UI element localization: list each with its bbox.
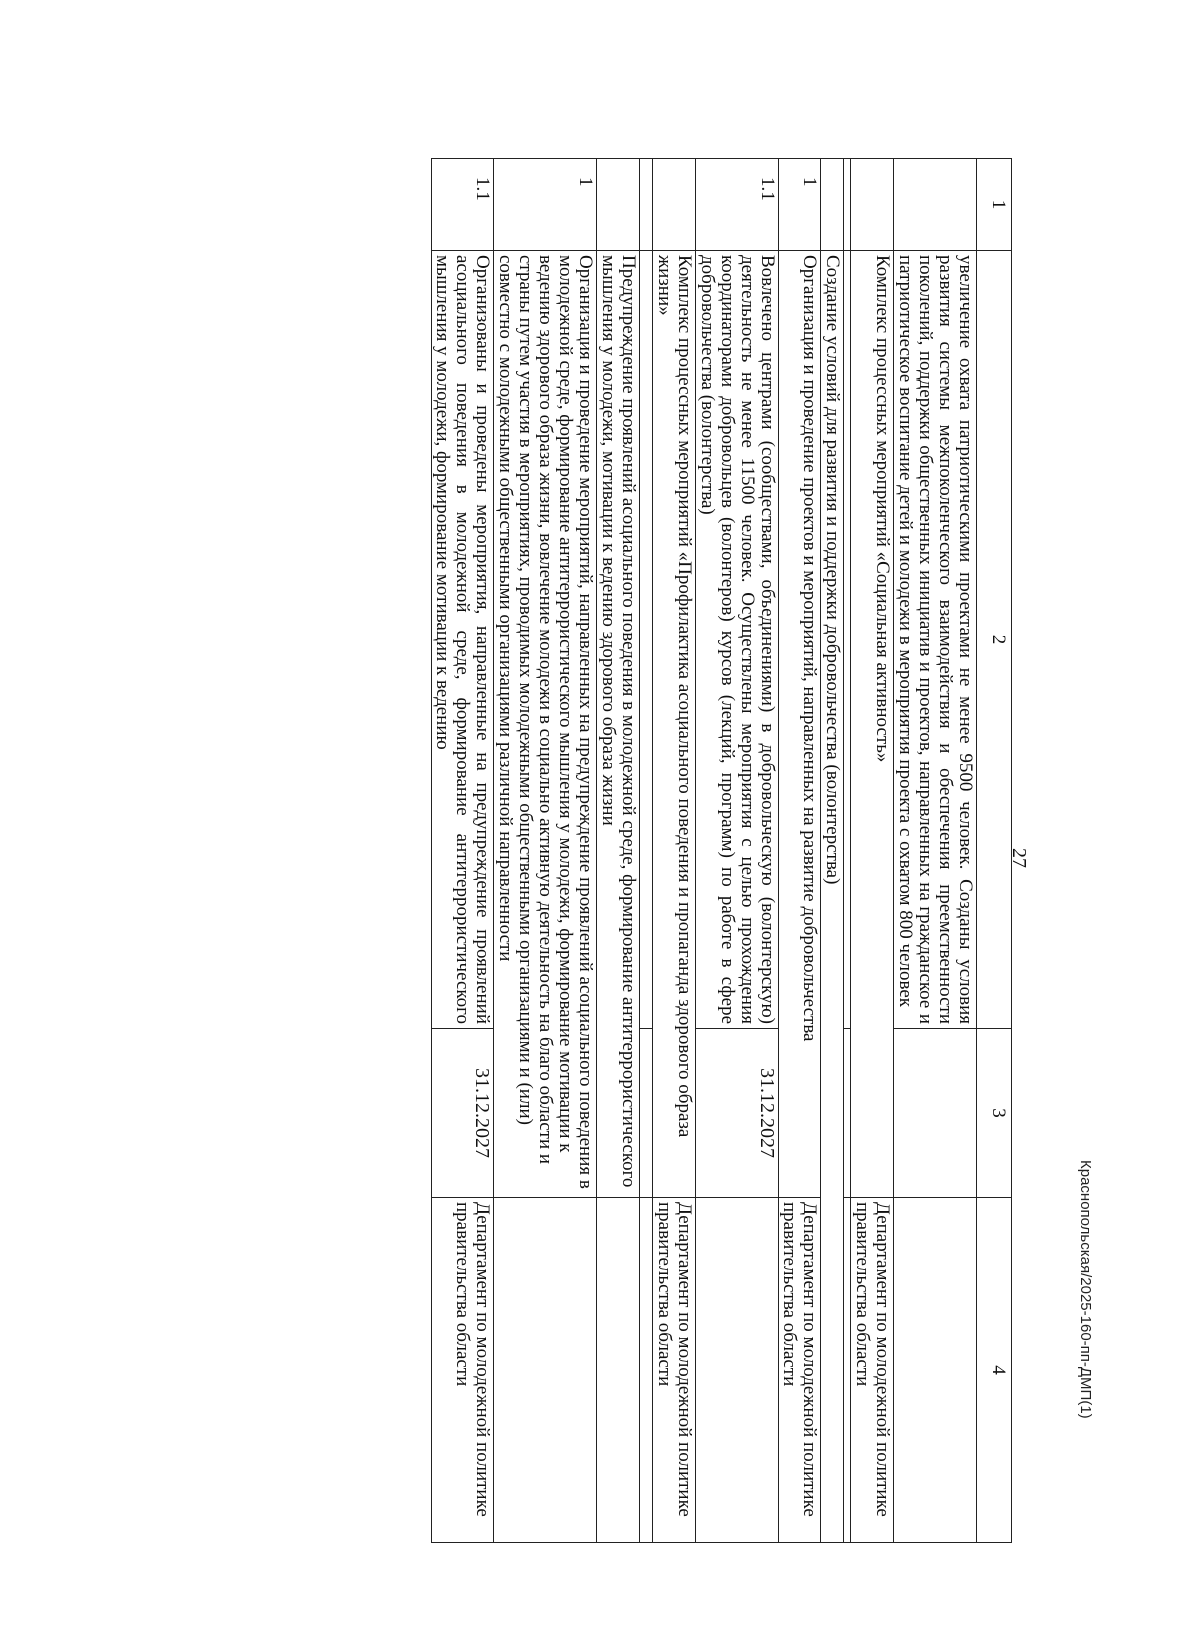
row-number-cell bbox=[597, 159, 640, 251]
page-number: 27 bbox=[1008, 848, 1030, 868]
document-footer-code: Краснопольская/2025-160-пп-ДМП(1) bbox=[1077, 1160, 1094, 1419]
header-col-3: 3 bbox=[977, 1029, 1012, 1198]
table-header-row bbox=[977, 159, 1012, 1543]
header-col-4: 4 bbox=[977, 1198, 1012, 1543]
row-text-cell: Организация и проведение проектов и мероприятий, направленных на развитие добровольчества bbox=[778, 251, 821, 1198]
table-row bbox=[851, 159, 894, 1543]
measures-table bbox=[431, 158, 1012, 1543]
table-row bbox=[695, 159, 778, 1543]
row-text-cell: Организованы и проведены мероприятия, направленные на предупреждение проявлений асоциального поведения в молодежной среде, формирование антитеррористического мышления у молодежи, формирование мотивации к ведению bbox=[431, 251, 494, 1029]
table-row bbox=[431, 159, 494, 1543]
row-text-cell: Вовлечено центрами (сообществами, объединениями) в добровольческую (волонтерскую) деятельность не менее 11500 человек. Осуществлены мероприятия с целью прохождения координаторами добровольцев (волонтеров) курсов (лекций, программ) по работе в сфере добровольчества (волонтерства) bbox=[695, 251, 778, 1029]
row-number-cell bbox=[851, 159, 894, 251]
row-dept-cell bbox=[894, 1198, 977, 1543]
row-dept-cell: Департамент по молодежной политике правительства области bbox=[851, 1198, 894, 1543]
table-row bbox=[597, 159, 640, 1543]
row-dept-cell bbox=[494, 1198, 597, 1543]
row-dept-cell bbox=[597, 1198, 640, 1543]
header-col-2: 2 bbox=[977, 251, 1012, 1029]
table-row bbox=[894, 159, 977, 1543]
complex-title: Комплекс процессных мероприятий «Профилактика асоциального поведения и пропаганда здорового образа жизни» bbox=[652, 251, 695, 1198]
table-row bbox=[494, 159, 597, 1543]
row-date-cell bbox=[894, 1029, 977, 1198]
row-number-cell bbox=[652, 159, 695, 251]
row-dept-cell: Департамент по молодежной политике правительства области bbox=[652, 1198, 695, 1543]
row-date-cell: 31.12.2027 bbox=[695, 1029, 778, 1198]
task-title: Предупреждение проявлений асоциального поведения в молодежной среде, формирование антитеррористического мышления у молодежи, мотивации к ведению здорового образа жизни bbox=[597, 251, 640, 1198]
row-number-cell: 1.1 bbox=[431, 159, 494, 251]
row-dept-cell: Департамент по молодежной политике правительства области bbox=[778, 1198, 821, 1543]
row-dept-cell bbox=[695, 1198, 778, 1543]
row-date-cell: 31.12.2027 bbox=[431, 1029, 494, 1198]
row-number-cell bbox=[821, 159, 844, 251]
row-number-cell: 1 bbox=[494, 159, 597, 251]
table-row bbox=[778, 159, 821, 1543]
spacer-row bbox=[639, 159, 652, 1543]
complex-title: Комплекс процессных мероприятий «Социальная активность» bbox=[851, 251, 894, 1198]
row-text-cell: увеличение охвата патриотическими проектами не менее 9500 человек. Созданы условия развития системы межпоколенческого взаимодействия и обеспечения преемственности поколений, поддержки общественных инициатив и проектов, направленных на гражданское и патриотическое воспитание детей и молодежи в мероприятия проекта с охватом 800 человек bbox=[894, 251, 977, 1029]
row-text-cell: Организация и проведение мероприятий, направленных на предупреждение проявлений асоциального поведения в молодежной среде, формирование антитеррористического мышления у молодежи, формирование мотивации к ведению здорового образа жизни, вовлечение молодежи в социально активную деятельность на благо области и страны путем участия в мероприятиях, проводимых молодежными общественными организациями и (или) совместно с молодежными общественными организациями различной направленности bbox=[494, 251, 597, 1198]
header-col-1: 1 bbox=[977, 159, 1012, 251]
row-number-cell: 1.1 bbox=[695, 159, 778, 251]
spacer-row bbox=[844, 159, 851, 1543]
row-dept-cell: Департамент по молодежной политике правительства области bbox=[431, 1198, 494, 1543]
table-row bbox=[821, 159, 844, 1543]
task-title: Создание условий для развития и поддержки добровольчества (волонтерства) bbox=[821, 251, 844, 1543]
row-number-cell: 1 bbox=[778, 159, 821, 251]
table-row bbox=[652, 159, 695, 1543]
row-number-cell bbox=[894, 159, 977, 251]
